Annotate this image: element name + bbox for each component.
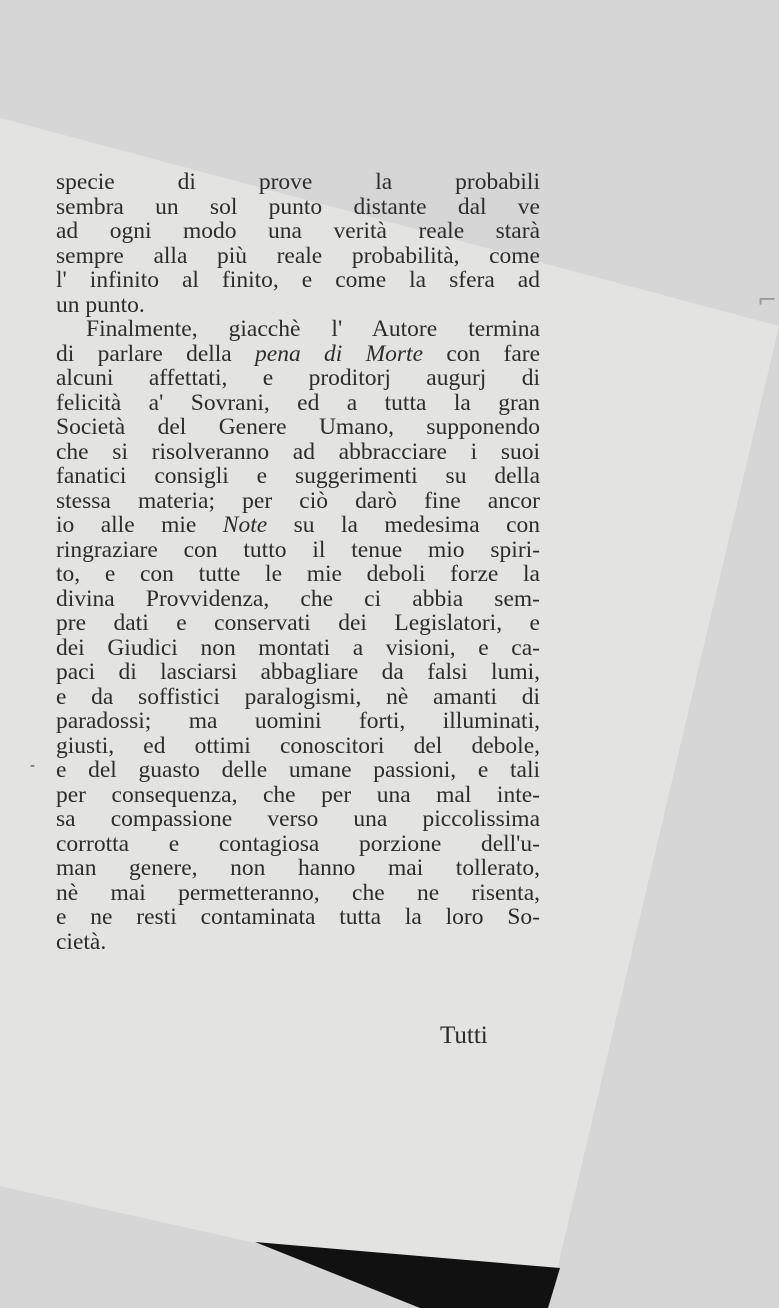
text-line: dei Giudici non montati a visioni, e ca-	[56, 634, 540, 661]
text-fragment: io alle mie	[56, 512, 197, 538]
italic-phrase-pena-di-morte: pena di Morte	[255, 340, 424, 367]
text-line: pre dati e conservati dei Legislatori, e	[56, 610, 540, 636]
text-line: l' infinito al finito, e come la sfera ad	[56, 267, 540, 293]
text-line: specie di prove la probabili	[56, 169, 540, 195]
text-fragment: con fare	[446, 340, 541, 367]
text-fragment: su la medesima con	[293, 512, 541, 538]
body-text	[56, 170, 546, 954]
paragraph-start-line: Finalmente, giacchè l' Autore termina	[86, 316, 540, 342]
text-line: corrotta e contagiosa porzione dell'u-	[56, 830, 540, 857]
text-line: sa compassione verso una piccolissima	[56, 806, 540, 832]
text-line: un punto.	[56, 291, 145, 318]
text-line: ringraziare con tutto il tenue mio spiri-	[56, 536, 540, 563]
text-line: alcuni affettati, e proditorj augurj di	[56, 365, 540, 391]
text-line: e del guasto delle umane passioni, e tali	[56, 757, 540, 783]
text-line: stessa materia; per ciò darò fine ancor	[56, 487, 540, 514]
text-line: sembra un sol punto distante dal ve	[56, 193, 540, 220]
text-fragment: di parlare della	[56, 340, 232, 367]
text-line: sempre alla più reale probabilità, come	[56, 242, 540, 269]
italic-word-note: Note	[222, 512, 268, 538]
text-line: e ne resti contaminata tutta la loro So-	[56, 904, 540, 930]
text-line: divina Provvidenza, che ci abbia sem-	[56, 585, 540, 612]
text-line: cietà.	[56, 928, 107, 955]
text-line: man genere, non hanno mai tollerato,	[56, 855, 540, 881]
text-line: che si risolveranno ad abbracciare i suoi	[56, 438, 540, 465]
text-line: nè mai permetteranno, che ne risenta,	[56, 879, 540, 906]
text-line: giusti, ed ottimi conoscitori del debole,	[56, 732, 540, 759]
text-line: fanatici consigli e suggerimenti su della	[56, 463, 540, 489]
catchword: Tutti	[440, 1022, 488, 1049]
text-line: Società del Genere Umano, supponendo	[56, 414, 540, 440]
text-line: ad ogni modo una verità reale starà	[56, 218, 540, 244]
text-line: per consequenza, che per una mal inte-	[56, 781, 540, 808]
text-line: felicità a' Sovrani, ed a tutta la gran	[56, 389, 540, 416]
text-line: paradossi; ma uomini forti, illuminati,	[56, 708, 540, 734]
text-line: to, e con tutte le mie deboli forze la	[56, 561, 540, 587]
text-line: e da soffistici paralogismi, nè amanti di	[56, 683, 540, 710]
text-line: paci di lasciarsi abbagliare da falsi lumi,	[56, 659, 540, 685]
edge-mark-icon: ⌐	[757, 286, 778, 314]
text-line	[56, 342, 540, 367]
text-line	[56, 513, 540, 538]
margin-tick-icon: -	[30, 758, 36, 774]
